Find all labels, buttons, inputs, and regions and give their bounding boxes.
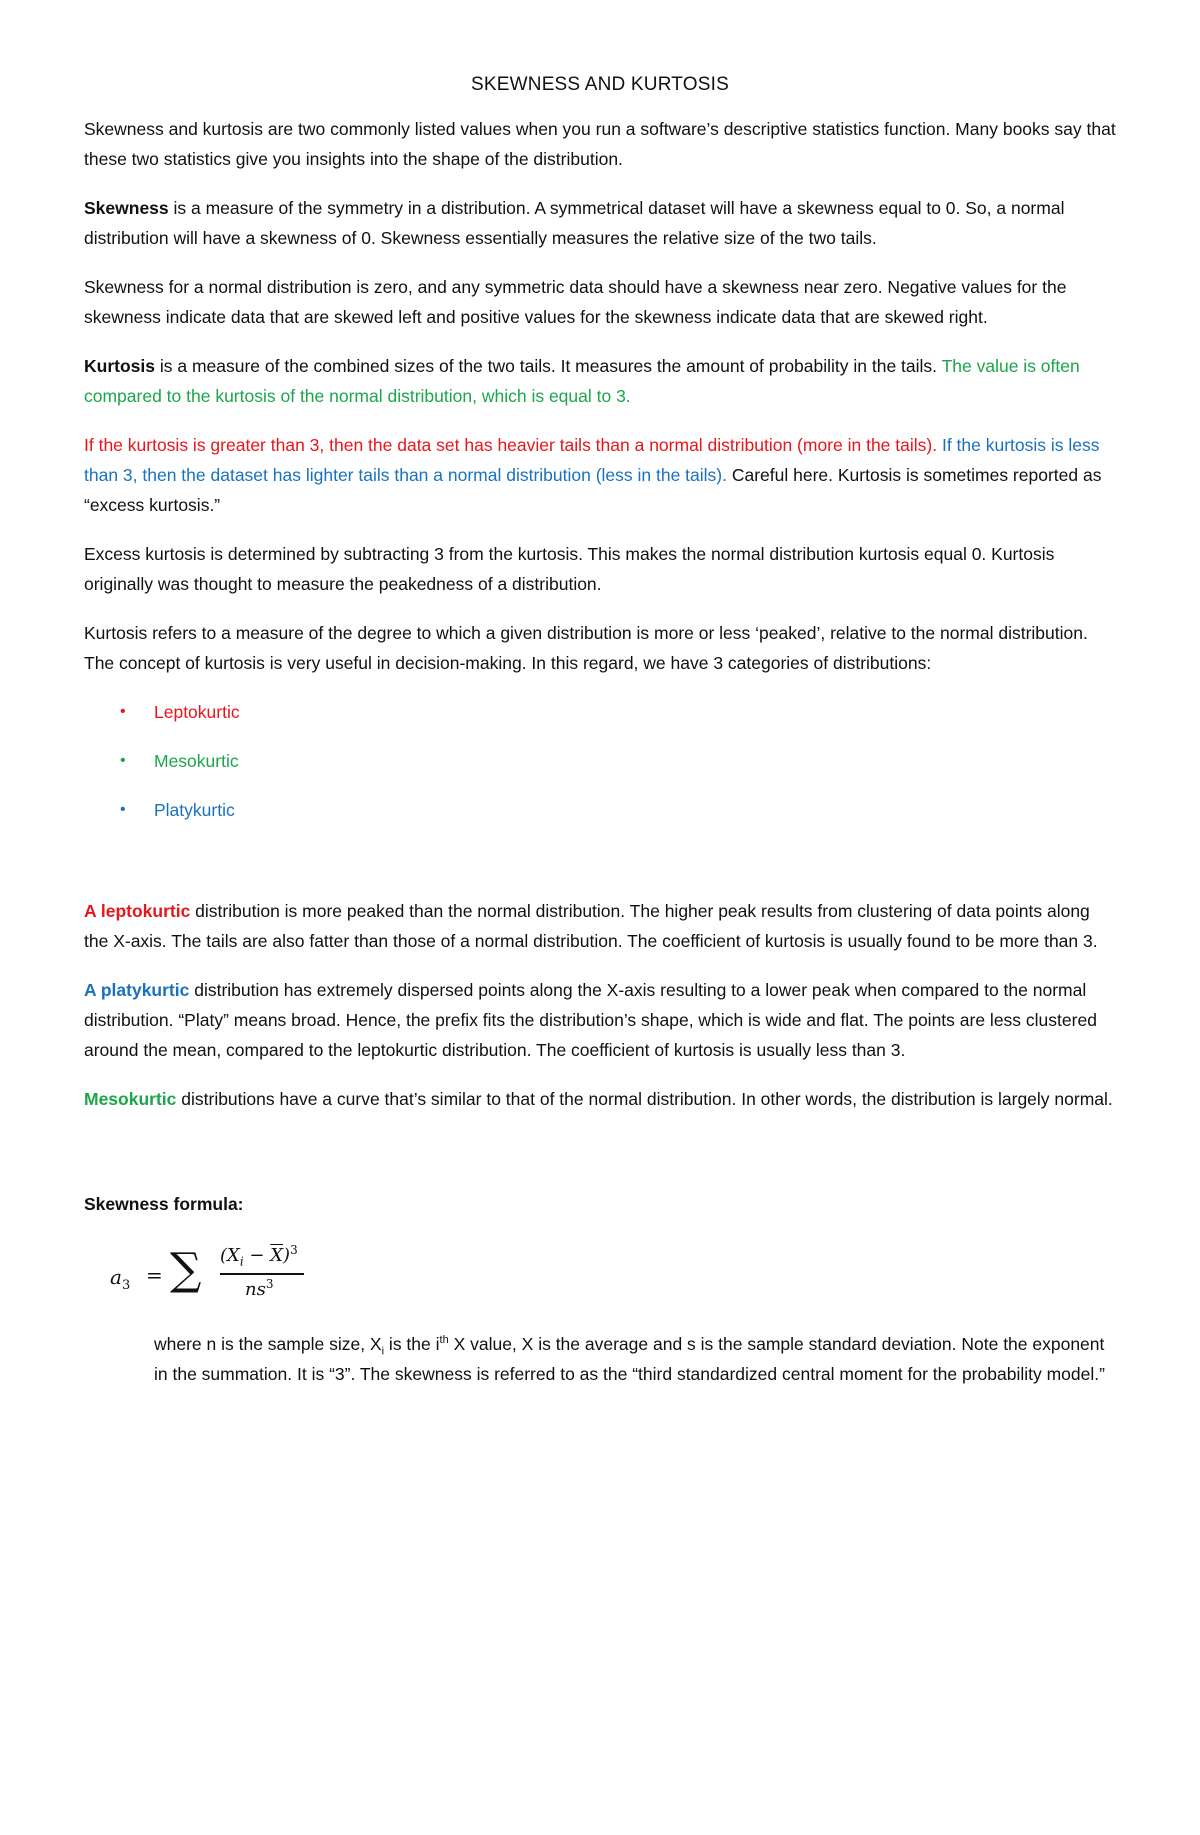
list-item-platykurtic [120,795,1116,825]
kurtosis-greater-note: If the kurtosis is greater than 3, then the data set has heavier tails than a normal distribution (more in the tails). [84,435,938,455]
bullet-icon: • [120,703,126,720]
kurtosis-careful-note: Careful here. Kurtosis is sometimes reported as “excess kurtosis.” [84,465,1102,515]
denominator-exponent: 3 [265,1277,274,1291]
page-title: SKEWNESS AND KURTOSIS [471,74,729,95]
skewness-definition-text: is a measure of the symmetry in a distribution. A symmetrical dataset will have a skewness equal to 0. So, a normal distribution will have a skewness of 0. Skewness essentially measures the relative size of the two tails. [84,198,1065,248]
intro-paragraph: Skewness and kurtosis are two commonly listed values when you run a software’s descriptive statistics function. Many books say that these two statistics give you insights into the shape of the distribution. [84,119,1116,169]
spacer [84,1133,1116,1189]
skewness-sign-paragraph: Skewness for a normal distribution is zero, and any symmetric data should have a skewness near zero. Negative values for the skewness indicate data that are skewed left and positive values for the skewness indicate data that are skewed right. [84,277,1067,327]
denominator-text: ns [245,1279,266,1300]
formula-heading [84,1189,1116,1219]
kurtosis-normal-note: The value is often compared to the kurtosis of the normal distribution, which is equal to 3. [84,356,1080,406]
mesokurtic-paragraph [84,1084,1116,1114]
mesokurtic-text: distributions have a curve that’s similar to that of the normal distribution. In other words, the distribution is largely normal. [176,1089,1113,1109]
bullet-icon: • [120,752,126,769]
explanation-part-1: where n is the sample size, X [154,1334,382,1354]
skewness-formula [110,1243,1116,1315]
fraction-bar [220,1273,304,1275]
kurtosis-less-note: If the kurtosis is less than 3, then the dataset has lighter tails than a normal distribution (less in the tails). [84,435,1100,485]
explanation-sup-th: th [439,1334,449,1347]
formula-equals: = [146,1263,163,1287]
kurtosis-definition [84,351,1116,411]
formula-denominator [245,1277,273,1300]
numerator-exponent: 3 [290,1243,298,1257]
spacer [84,844,1116,896]
platykurtic-paragraph [84,975,1116,1065]
formula-explanation [154,1329,1116,1389]
numerator-subscript: i [239,1254,244,1269]
formula-lhs-symbol: a [110,1265,122,1289]
sigma-icon: ∑ [170,1244,202,1295]
leptokurtic-text: distribution is more peaked than the normal distribution. The higher peak results from clustering of data points along the X-axis. The tails are also fatter than those of a normal distribution. The coefficient of kurtosis is usually found to be more than 3. [84,901,1098,951]
explanation-part-2: is the i [384,1334,440,1354]
mesokurtic-term: Mesokurtic [84,1089,177,1109]
kurtosis-term: Kurtosis [84,356,155,376]
platykurtic-term: A platykurtic [84,980,190,1000]
list-item-label: Platykurtic [154,800,235,820]
list-item-mesokurtic [120,746,1116,776]
skewness-term: Skewness [84,198,169,218]
kurtosis-compare-paragraph [84,430,1116,520]
explanation-part-3: X value, X is the average and s is the sample standard deviation. Note the exponent in the summation. It is “3”. The skewness is referred to as the “third standardized central moment for the probability model.” [154,1334,1105,1384]
leptokurtic-paragraph [84,896,1116,956]
list-item-leptokurtic [120,697,1116,727]
explanation-sub-i: i [381,1345,385,1358]
formula-heading-text: Skewness formula: [84,1194,244,1214]
leptokurtic-term: A leptokurtic [84,901,191,921]
kurtosis-definition-text: is a measure of the combined sizes of the two tails. It measures the amount of probability in the tails. [154,356,942,376]
kurtosis-categories-list [84,697,1116,825]
numerator-open: (X [220,1245,240,1266]
list-item-label: Mesokurtic [154,751,239,771]
list-item-label: Leptokurtic [154,702,240,722]
numerator-xbar: $\overline{X}$ [270,1245,284,1266]
skewness-definition [84,193,1116,253]
formula-numerator [220,1243,298,1269]
kurtosis-refers-paragraph: Kurtosis refers to a measure of the degree to which a given distribution is more or less ‘peaked’, relative to the normal distribution. The concept of kurtosis is very useful in decision-making. In this regard, we have 3 categories of distributions: [84,623,1088,673]
numerator-close: ) [283,1245,291,1266]
formula-lhs [110,1265,130,1293]
numerator-minus: − [243,1245,271,1266]
platykurtic-text: distribution has extremely dispersed points along the X-axis resulting to a lower peak when compared to the normal distribution. “Platy” means broad. Hence, the prefix fits the distribution’s shape, which is wide and flat. The points are less clustered around the mean, compared to the leptokurtic distribution. The coefficient of kurtosis is usually less than 3. [84,980,1097,1060]
bullet-icon: • [120,801,126,818]
formula-lhs-subscript: 3 [121,1278,131,1293]
excess-kurtosis-paragraph: Excess kurtosis is determined by subtracting 3 from the kurtosis. This makes the normal distribution kurtosis equal 0. Kurtosis originally was thought to measure the peakedness of a distribution. [84,544,1055,594]
